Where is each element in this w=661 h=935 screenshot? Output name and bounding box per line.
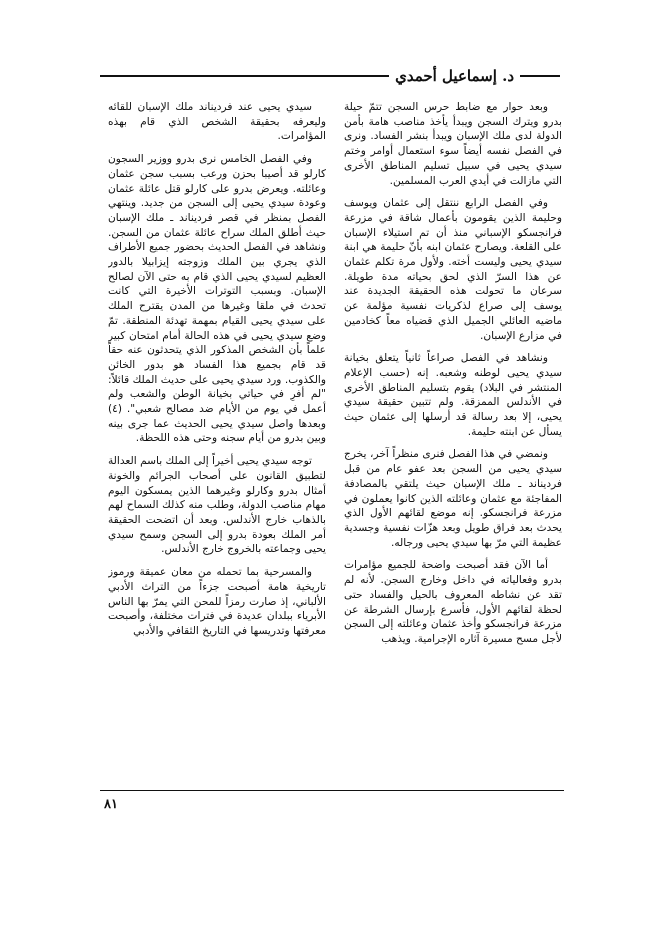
paragraph: وبعد حوار مع ضابط حرس السجن تتمّ حيلة بدرو ويترك السجن ويبدأ يأخذ مناصب هامة بأمن الدولة لدى ملك الإسبان ويبدأ بنشر الفساد. ونرى في الفصل نفسه أيضاً سوء استعمال أوامر وختم سيدي يحيى في سبيل تسليم المناطق الأخرى التي مازالت في أيدي العرب المسلمين. [344, 101, 562, 187]
header-rule-short [520, 75, 560, 77]
page-number: ٨١ [104, 797, 118, 812]
text-columns [108, 100, 562, 780]
paragraph: سيدي يحيى عند فرديناند ملك الإسبان للقائه وليعرفه بحقيقة الشخص الذي قام بهذه المؤامرات. [108, 101, 326, 143]
paragraph: وفي الفصل الخامس نرى بدرو ووزير السجون كارلو قد أصيبا بحزن ورعب بسبب سجن عثمان وعائلته. ويعرض بدرو على كارلو قتل عائلة عثمان وعودة سيدي يحيى إلى السجن من جديد. وينتهي الفصل بمنظر في قصر فرديناند ـ ملك الإسبان حيث أطلق الملك سراح عائلة عثمان من السجن. ونشاهد في الفصل الحديث بحضور جميع الأطراف الذي يجري بين الملك وزوجته إيزابيلا بالدور العظيم لسيدي يحيى الذي قام به حتى الآن لصالح الإسبان. وبسبب التوترات الأخيرة التي كانت تحدث في ملقا وغيرها من المدن يقترح الملك على سيدي يحيى القيام بمهمة تهدئة المنطقة. تمّ وضع سيدي يحيى في هذه الحالة أمام امتحان كبير علماً بأن الشخص المذكور الذي يتحدثون عنه حقاً قد قام بجميع هذا الفساد هو بدور الخائن والكذوب. ورد سيدي يحيى على حديث الملك قائلاً: "لم أفرِ في حياتي بخيانة الوطن والشعب ولم أعمل في يوم من الأيام ضد مصالح شعبي". (٤) وبعدها واصل سيدي يحيى الحديث عما جرى بينه وبين بدرو من أيام سجنه وحتى هذه اللحظة. [108, 153, 326, 445]
paragraph: ونمضي في هذا الفصل فنرى منظراً آخر، يخرج سيدي يحيى من السجن بعد عفو عام من قبل فرديناند ـ ملك الإسبان حيث يلتقي بالمصادفة المفاجئة مع عثمان وعائلته الذين كانوا يعملون في مزرعة فرانجسكو. إنه موضع لقائهم الأول الذي يحدث بعد فراق طويل وبعد هزّات نفسية وجسدية عظيمة التي مرّ بها سيدي يحيى ورجاله. [344, 448, 562, 549]
paragraph: وفي الفصل الرابع ننتقل إلى عثمان ويوسف وحليمة الذين يقومون بأعمال شاقة في مزرعة فرانجسكو الإسباني منذ أن تم استيلاء الإسبان على القلعة. ويصارح عثمان ابنه بأنّ حليمة هي ابنة سيدي يحيى وليست أخته. ولأول مرة تكلم عثمان عن هذا السرّ الذي لحق بحياته مدة طويلة. سرعان ما تحولت هذه الحقيقة الجديدة عند يوسف إلى صراع لذكريات نفسية مؤلمة عن ماضيه العائلي الجميل الذي قضياه معاً كخادمين في مزارع الإسبان. [344, 197, 562, 342]
footer-rule [100, 790, 564, 791]
header-rule [100, 75, 389, 77]
paragraph: توجه سيدي يحيى أخيراً إلى الملك باسم العدالة لتطبيق القانون على أصحاب الجرائم والخونة أمثال بدرو وكارلو وغيرهما الذين يمسكون اليوم مهام مناصب الدولة، وطلب منه كذلك السماح لهم بالذهاب خارج الأندلس. وبعد أن اتضحت الحقيقة أمر الملك بعودة بدرو إلى السجن وسمح سيدي يحيى وجماعته بالخروج خارج الأندلس. [108, 455, 326, 556]
running-header [100, 64, 560, 88]
right-column [344, 100, 562, 780]
paragraph: والمسرحية بما تحمله من معان عميقة ورموز تاريخية هامة أصبحت جزءاً من التراث الأدبي الألباني، إذ صارت رمزاً للمحن التي يمرّ بها الناس الأبرياء ببلدان عديدة في فترات مختلفة، وأصبحت معرفتها وتدريسها في التاريخ الثقافي والأدبي [108, 566, 326, 637]
left-column [108, 100, 326, 780]
paragraph: ونشاهد في الفصل صراعاً ثانياً يتعلق بخيانة سيدي يحيى لوطنه وشعبه. إنه (حسب الإعلام المنتشر في البلاد) يقوم بتسليم المناطق الأخرى في الأندلس الممزقة. ولم تتبين حقيقة سيدي يحيى، إلا بعد رسالة قد أرسلها إلى عثمان حيث يسأل عن ابنته حليمة. [344, 352, 562, 438]
author-name: د. إسماعيل أحمدي [395, 67, 514, 85]
paragraph: أما الآن فقد أصبحت واضحة للجميع مؤامرات بدرو وفعالياته في داخل وخارج السجن. لأنه لم تقد عن نشاطه المعروف بالحيل والفساد حتى لحظة لقائهم الأول، فأسرع بإرسال الشرطة عن مزرعة فرانجسكو وأخذ عثمان وعائلته إلى السجن لأجل مسح مسيرة آثاره الإجرامية. ويذهب [344, 559, 562, 645]
